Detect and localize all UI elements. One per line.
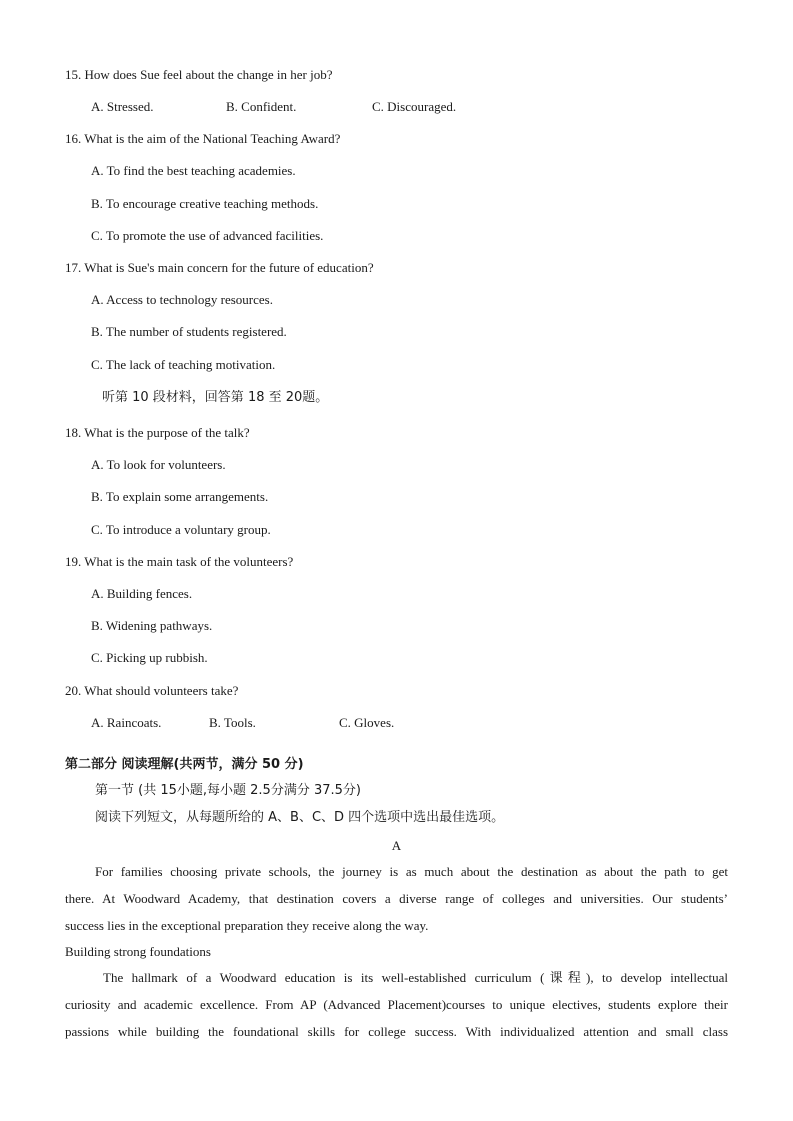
question-18-option-a: A. To look for volunteers.	[91, 457, 226, 472]
paragraph-1-line-3: success lies in the exceptional preparation they receive along the way.	[65, 918, 429, 933]
question-19-option-c: C. Picking up rubbish.	[91, 650, 208, 665]
question-17-option-a: A. Access to technology resources.	[91, 292, 273, 307]
question-20-option-a: A. Raincoats.	[91, 715, 162, 730]
listening-instruction: 听第 10 段材料，回答第 18 至 20题。	[102, 390, 329, 405]
section-subheading: Building strong foundations	[65, 944, 211, 959]
question-16-option-c: C. To promote the use of advanced facilities.	[91, 228, 324, 243]
part2-instructions: 阅读下列短文，从每题所给的 A、B、C、D 四个选项中选出最佳选项。	[95, 810, 505, 825]
question-18-option-b: B. To explain some arrangements.	[91, 489, 269, 504]
question-15-option-a: A. Stressed.	[91, 99, 154, 114]
question-19-stem: 19. What is the main task of the volunteers?	[65, 554, 294, 569]
passage-letter: A	[391, 838, 402, 853]
question-19-option-b: B. Widening pathways.	[91, 618, 213, 633]
question-20-option-c: C. Gloves.	[339, 715, 395, 730]
paragraph-1-line-2: there. At Woodward Academy, that destination covers a diverse range of colleges and universities. Our students’	[65, 891, 728, 906]
question-20-stem: 20. What should volunteers take?	[65, 683, 239, 698]
question-16-stem: 16. What is the aim of the National Teaching Award?	[65, 131, 341, 146]
paragraph-1-line-1: For families choosing private schools, the journey is as much about the destination as about the path to get	[95, 864, 728, 879]
paragraph-2-line-1: The hallmark of a Woodward education is its well-established curriculum (课程), to develop intellectual	[103, 970, 728, 985]
question-17-option-b: B. The number of students registered.	[91, 324, 287, 339]
question-18-stem: 18. What is the purpose of the talk?	[65, 425, 250, 440]
part2-title: 第二部分 阅读理解(共两节，满分 50 分)	[65, 757, 304, 772]
question-16-option-a: A. To find the best teaching academies.	[91, 163, 296, 178]
paragraph-2-line-3: passions while building the foundational skills for college success. With individualized attention and small class	[65, 1024, 728, 1039]
question-15-option-c: C. Discouraged.	[372, 99, 457, 114]
question-15-stem: 15. How does Sue feel about the change in her job?	[65, 67, 333, 82]
question-18-option-c: C. To introduce a voluntary group.	[91, 522, 271, 537]
question-17-stem: 17. What is Sue's main concern for the future of education?	[65, 260, 374, 275]
question-17-option-c: C. The lack of teaching motivation.	[91, 357, 276, 372]
part2-section1-heading: 第一节 (共 15小题,每小题 2.5分满分 37.5分)	[95, 783, 361, 798]
paragraph-2-line-2: curiosity and academic excellence. From AP (Advanced Placement)courses to unique electives, students explore their	[65, 997, 728, 1012]
question-20-option-b: B. Tools.	[209, 715, 256, 730]
question-15-option-b: B. Confident.	[226, 99, 297, 114]
question-16-option-b: B. To encourage creative teaching methods.	[91, 196, 319, 211]
question-19-option-a: A. Building fences.	[91, 586, 193, 601]
